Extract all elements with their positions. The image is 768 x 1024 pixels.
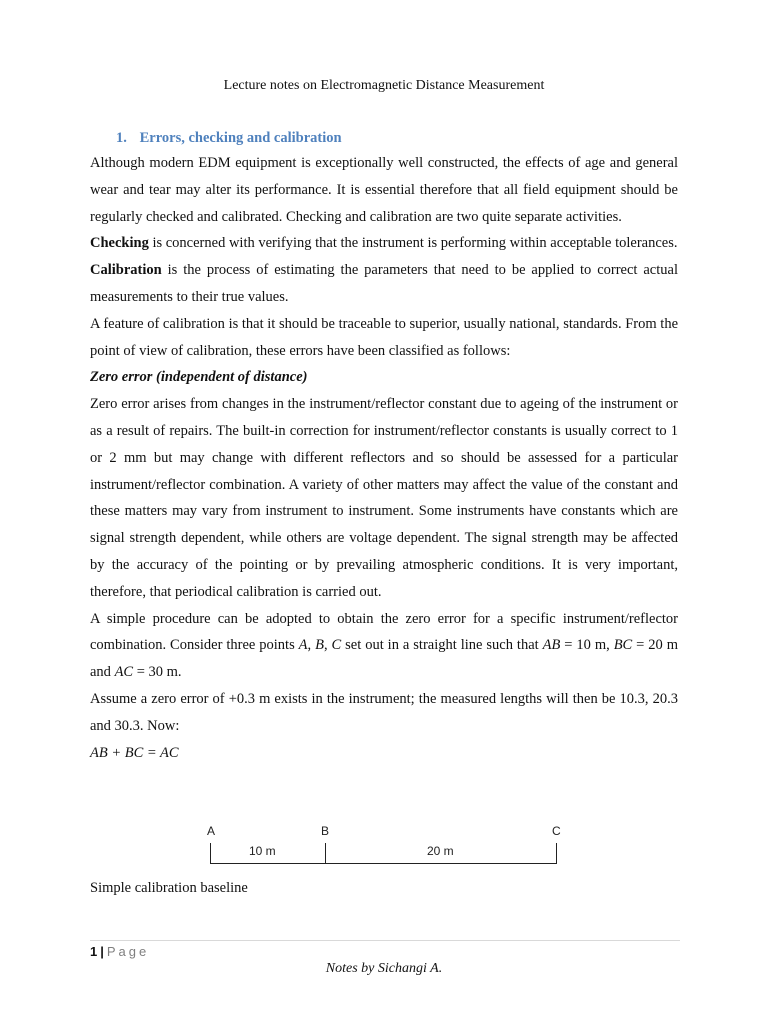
distance-ab-label: 10 m <box>249 844 276 858</box>
equation-text: AB + BC = AC <box>90 744 179 761</box>
diagram-point-a: A <box>207 824 216 838</box>
traceable-paragraph: A feature of calibration is that it should be traceable to superior, usually national, standards. From the point of view of calibration, these errors have been classified as follows: <box>90 315 678 359</box>
point-b-label: B <box>315 637 324 654</box>
footer-divider <box>90 940 680 941</box>
page-number: 1 <box>90 944 98 959</box>
equation <box>90 740 678 767</box>
segment-ac-label: AC <box>114 664 134 681</box>
checking-definition: is concerned with verifying that the instrument is performing within acceptable tolerances. <box>148 235 678 252</box>
document-title: Lecture notes on Electromagnetic Distance Measurement <box>223 78 545 93</box>
procedure-paragraph <box>90 606 678 686</box>
procedure-text-3: = 10 m, <box>560 637 614 654</box>
distance-bc-label: 20 m <box>427 844 454 858</box>
section-heading <box>116 129 342 147</box>
baseline-diagram <box>200 820 580 870</box>
checking-paragraph <box>90 230 678 257</box>
intro-paragraph: Although modern EDM equipment is exceptionally well constructed, the effects of age and general wear and tear may alter its performance. It is essential therefore that all field equipment should be regularly checked and calibrated. Checking and calibration are two quite separate activities. <box>90 155 678 225</box>
calibration-definition: is the process of estimating the parameters that need to be applied to correct actual measurements to their true values. <box>90 262 678 305</box>
section-title: Errors, checking and calibration <box>139 130 342 146</box>
checking-term: Checking <box>90 235 149 252</box>
page-separator: | <box>100 944 104 959</box>
procedure-text-2: set out in a straight line such that <box>341 637 543 654</box>
diagram-point-b: B <box>321 824 330 838</box>
section-number: 1. <box>116 130 127 146</box>
procedure-text-4: = 20 m and <box>90 637 679 681</box>
zero-error-heading: Zero error (independent of distance) <box>90 369 308 386</box>
diagram-caption: Simple calibration baseline <box>90 880 248 896</box>
document-body <box>90 150 678 766</box>
procedure-sep-2: , <box>323 637 332 654</box>
segment-ab-label: AB <box>542 637 561 654</box>
page-word: Page <box>106 944 150 959</box>
zero-error-paragraph: Zero error arises from changes in the instrument/reflector constant due to ageing of the instrument or as a result of repairs. The built-in correction for instrument/reflector constants is usually correct to 1 or 2 mm but may change with different reflectors and so should be assessed for a particular instrument/reflector combination. A variety of other matters may affect the value of the constant and these matters may vary from instrument to instrument. Some instruments have constants which are signal strength dependent, while others are voltage dependent. The signal strength may be affected by the accuracy of the pointing or by prevailing atmospheric conditions. It is very important, therefore, that periodical calibration is carried out. <box>90 396 678 600</box>
procedure-text-1: A simple procedure can be adopted to obtain the zero error for a specific instrument/reflector combination. Consider three points <box>90 610 678 654</box>
diagram-point-c: C <box>552 824 561 838</box>
calibration-term: Calibration <box>90 262 162 279</box>
calibration-paragraph <box>90 257 678 311</box>
procedure-text-5: = 30 m. <box>133 664 182 681</box>
baseline-svg <box>200 820 580 870</box>
procedure-sep-1: , <box>307 637 316 654</box>
point-c-label: C <box>331 637 342 654</box>
assume-paragraph: Assume a zero error of +0.3 m exists in the instrument; the measured lengths will then be 10.3, 20.3 and 30.3. Now: <box>90 690 678 734</box>
page-number-footer <box>90 944 149 960</box>
point-a-label: A <box>298 637 308 654</box>
segment-bc-label: BC <box>613 637 633 654</box>
author-footer: Notes by Sichangi A. <box>325 961 443 976</box>
